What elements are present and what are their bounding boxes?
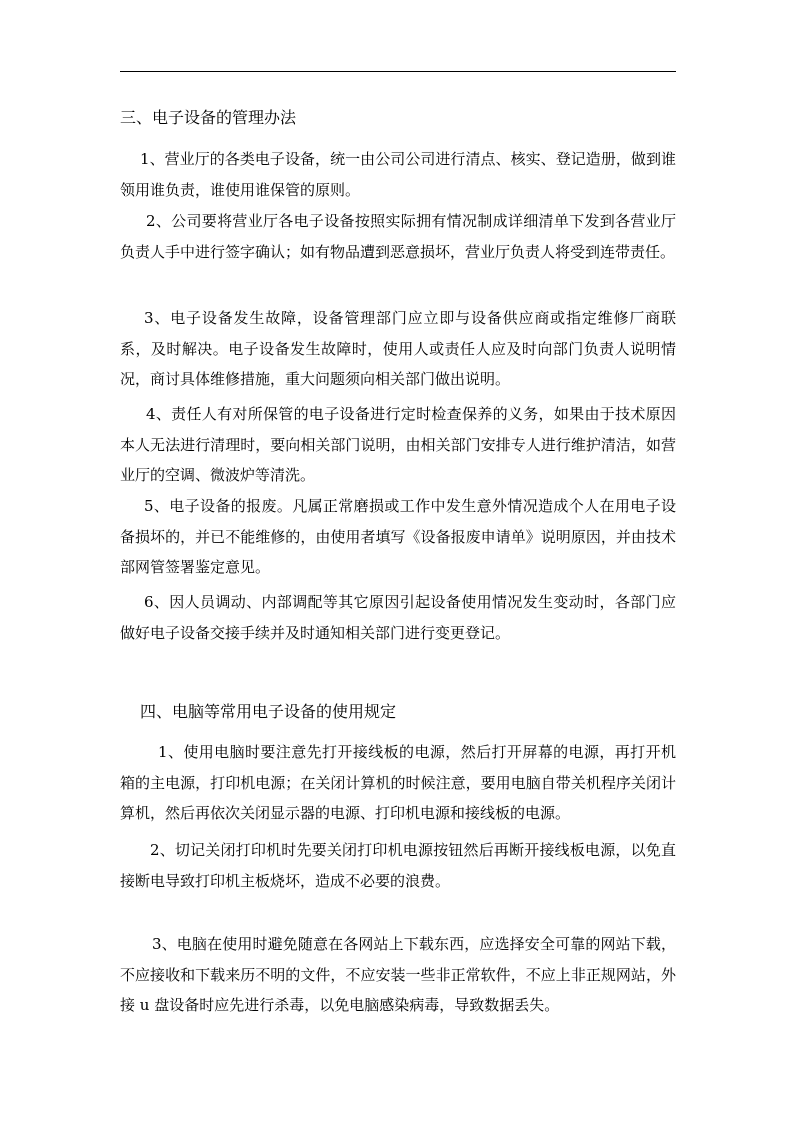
paragraph-3-5: 5、电子设备的报废。凡属正常磨损或工作中发生意外情况造成个人在用电子设备损坏的，并已不能维修的，由使用者填写《设备报废申请单》说明原因，并由技术部网管签署鉴定意见。 (120, 497, 676, 576)
section-heading-4: 四、电脑等常用电子设备的使用规定 (140, 702, 397, 721)
paragraph-4-2: 2、切记关闭打印机时先要关闭打印机电源按钮然后再断开接线板电源，以免直接断电导致打印机主板烧坏，造成不必要的浪费。 (120, 841, 676, 890)
paragraph-3-1: 1、营业厅的各类电子设备，统一由公司公司进行清点、核实、登记造册，做到谁领用谁负责，谁使用谁保管的原则。 (120, 150, 676, 199)
header-rule (120, 71, 676, 72)
paragraph-3-2: 2、公司要将营业厅各电子设备按照实际拥有情况制成详细清单下发到各营业厅负责人手中进行签字确认；如有物品遭到恶意损坏，营业厅负责人将受到连带责任。 (120, 212, 676, 261)
paragraph-4-1: 1、使用电脑时要注意先打开接线板的电源，然后打开屏幕的电源，再打开机箱的主电源，打印机电源；在关闭计算机的时候注意，要用电脑自带关机程序关闭计算机，然后再依次关闭显示器的电源、打印机电源和接线板的电源。 (120, 743, 676, 822)
paragraph-3-3: 3、电子设备发生故障，设备管理部门应立即与设备供应商或指定维修厂商联系，及时解决。电子设备发生故障时，使用人或责任人应及时向部门负责人说明情况，商讨具体维修措施，重大问题须向相关部门做出说明。 (120, 309, 676, 388)
paragraph-3-6: 6、因人员调动、内部调配等其它原因引起设备使用情况发生变动时，各部门应做好电子设备交接手续并及时通知相关部门进行变更登记。 (120, 593, 676, 642)
paragraph-4-3: 3、电脑在使用时避免随意在各网站上下载东西，应选择安全可靠的网站下载，不应接收和下载来历不明的文件，不应安装一些非正常软件，不应上非正规网站，外接 u 盘设备时应先进行杀毒，以免电脑感染病毒，导致数据丢失。 (120, 935, 676, 1014)
paragraph-3-4: 4、责任人有对所保管的电子设备进行定时检查保养的义务，如果由于技术原因本人无法进行清理时，要向相关部门说明，由相关部门安排专人进行维护清洁，如营业厅的空调、微波炉等清洗。 (120, 405, 676, 484)
section-heading-3: 三、电子设备的管理办法 (120, 108, 297, 127)
